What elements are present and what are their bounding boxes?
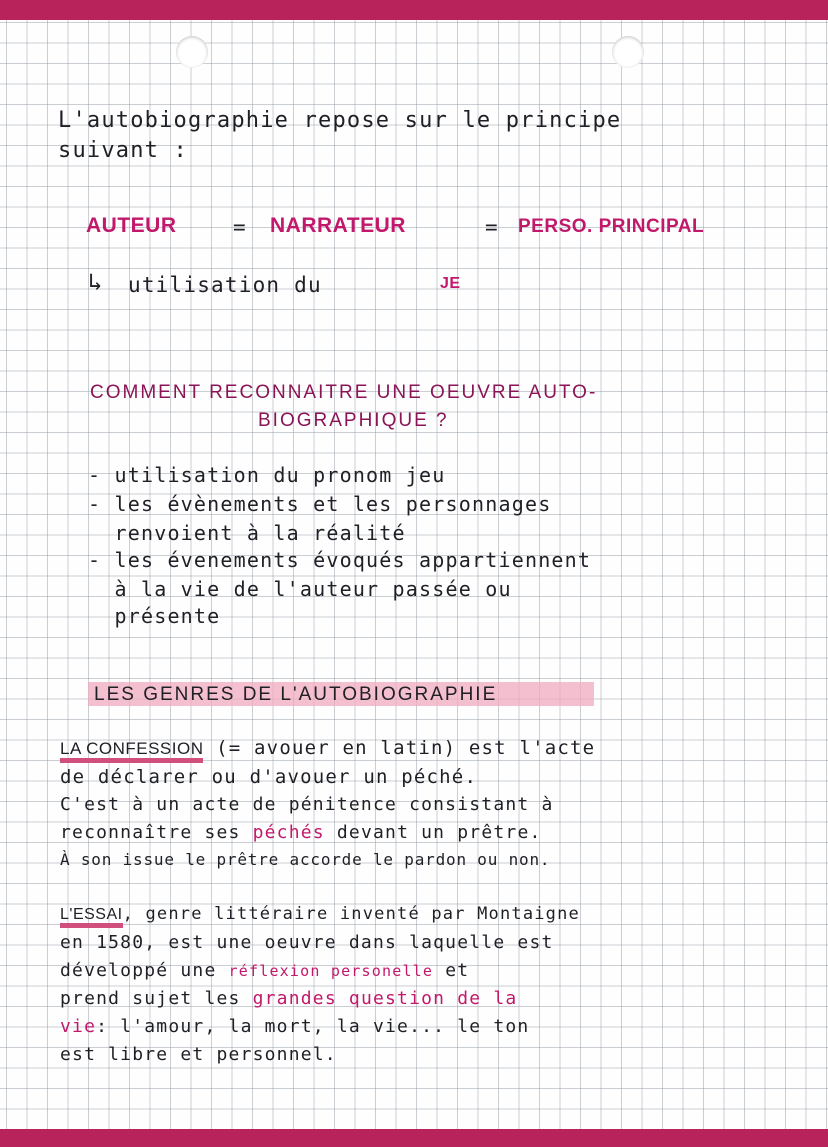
bottom-margin-band: [0, 1129, 828, 1147]
confession-line-3: C'est à un acte de pénitence consistant à: [60, 794, 554, 815]
punch-hole-right: [612, 36, 644, 68]
equation-perso-principal: PERSO. PRINCIPAL: [518, 216, 705, 237]
confession-line-1-rest: (= avouer en latin) est l'acte: [216, 737, 596, 759]
essai-line-5-b: : l'amour, la mort, la vie... le ton: [96, 1016, 530, 1037]
criteria-item-1: - utilisation du pronom jeu: [88, 463, 446, 487]
arrow-icon: ↳: [88, 268, 104, 296]
top-margin-band: [0, 0, 828, 20]
je-word: JE: [440, 275, 461, 292]
essai-line-3-a: développé une: [60, 960, 217, 981]
equation-equals-1: =: [233, 215, 247, 239]
equation-auteur: AUTEUR: [86, 214, 177, 237]
essai-grandes-question: grandes question de la: [252, 988, 518, 1009]
criteria-item-3-cont: à la vie de l'auteur passée ou: [88, 577, 512, 601]
intro-line-2: suivant :: [58, 138, 189, 163]
essai-vie: vie: [60, 1016, 97, 1037]
confession-line-4: [60, 822, 542, 843]
essai-line-1: [60, 904, 580, 924]
essai-line-3: [60, 960, 469, 981]
criteria-item-2-cont: renvoient à la réalité: [88, 521, 406, 545]
criteria-item-3-cont-2: présente: [88, 604, 221, 628]
question-line-1: COMMENT RECONNAITRE UNE OEUVRE AUTO-: [90, 382, 598, 403]
confession-line-4-c: devant un prêtre.: [336, 822, 542, 843]
equation-equals-2: =: [485, 215, 499, 239]
essai-line-3-c: et: [445, 960, 470, 981]
essai-reflexion: réflexion personelle: [228, 962, 434, 980]
intro-line-1: L'autobiographie repose sur le principe: [58, 108, 622, 133]
je-line-text: utilisation du: [128, 273, 322, 297]
essai-line-6: est libre et personnel.: [60, 1044, 337, 1065]
essai-line-1-rest: , genre littéraire inventé par Montaigne: [122, 904, 580, 924]
essai-line-5: [60, 1016, 529, 1037]
criteria-item-3: - les évenements évoqués appartiennent: [88, 548, 592, 572]
essai-term: L'ESSAI: [60, 906, 123, 928]
confession-term: LA CONFESSION: [60, 739, 203, 763]
essai-line-2: en 1580, est une oeuvre dans laquelle est: [60, 932, 554, 953]
confession-line-2: de déclarer ou d'avouer un péché.: [60, 766, 478, 788]
essai-line-4-a: prend sujet les: [60, 988, 241, 1009]
confession-line-1: [60, 737, 595, 759]
punch-hole-left: [176, 36, 208, 68]
criteria-item-2: - les évènements et les personnages: [88, 492, 552, 516]
equation-narrateur: NARRATEUR: [270, 214, 406, 237]
confession-peches: péchés: [252, 822, 325, 843]
question-line-2: BIOGRAPHIQUE ?: [258, 410, 449, 431]
essai-line-4: [60, 988, 517, 1009]
confession-line-4-a: reconnaître ses: [60, 822, 241, 843]
confession-line-5: À son issue le prêtre accorde le pardon ou non.: [60, 850, 551, 869]
genres-heading: LES GENRES DE L'AUTOBIOGRAPHIE: [94, 684, 498, 705]
